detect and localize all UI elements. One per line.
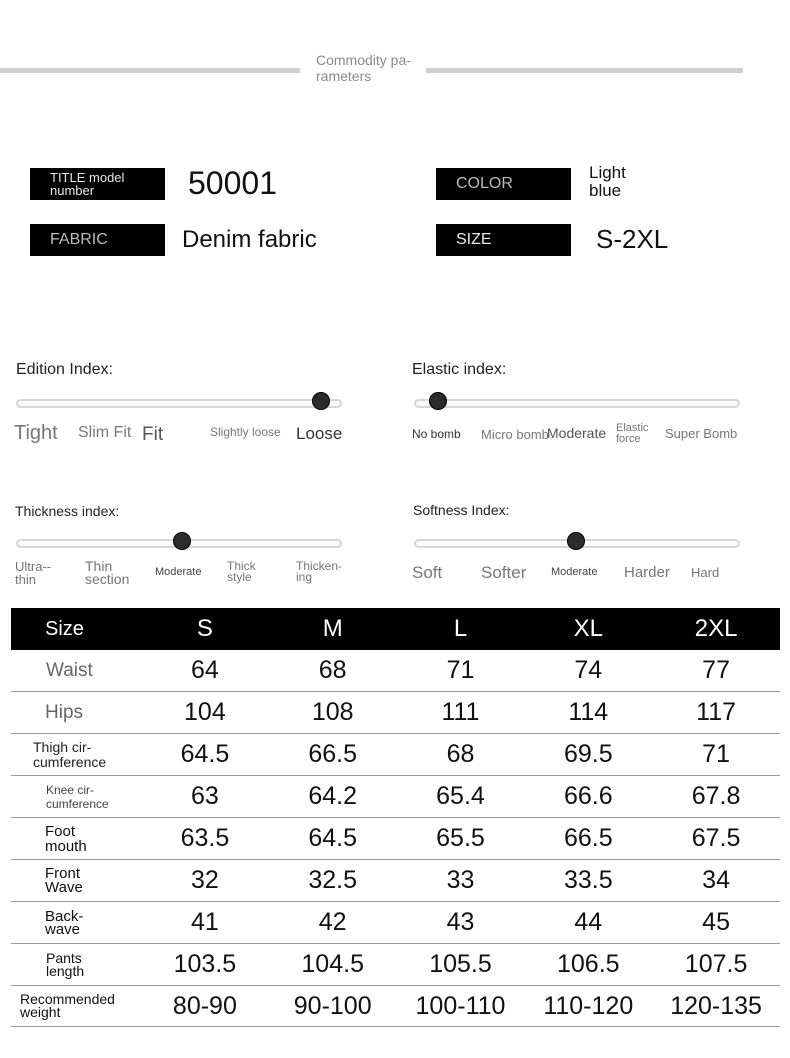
row-label: Knee cir- cumference <box>46 782 109 811</box>
row-value: 67.5 <box>691 824 741 852</box>
row-value: 117 <box>696 698 737 726</box>
row-value: 32.5 <box>308 866 358 894</box>
row-value: 77 <box>702 656 730 684</box>
title-model-label: TITLE model number <box>30 168 165 200</box>
size-table-body <box>11 650 780 1027</box>
row-value: 100-110 <box>415 991 506 1020</box>
row-value: 44 <box>574 908 603 936</box>
edition-tick-fit: Fit <box>142 424 164 445</box>
softness-tick-hard: Hard <box>691 565 720 580</box>
edition-index-title: Edition Index: <box>16 361 113 378</box>
elastic-tick-no-bomb: No bomb <box>412 427 461 441</box>
softness-tick-moderate: Moderate <box>551 566 598 578</box>
elastic-tick-super-bomb: Super Bomb <box>665 426 738 441</box>
size-table <box>11 608 780 1027</box>
row-value: 104.5 <box>301 950 364 978</box>
row-value: 90-100 <box>293 991 372 1020</box>
row-label: Recommended weight <box>20 991 115 1020</box>
row-label: Hips <box>45 701 84 723</box>
softness-index-title: Softness Index: <box>413 502 510 518</box>
row-value: 63 <box>190 782 219 810</box>
thickness-index-title: Thickness index: <box>15 503 120 519</box>
thickness-index-knob <box>173 532 191 550</box>
thickness-tick-moderate: Moderate <box>155 566 202 578</box>
row-label: Thigh cir- cumference <box>33 738 107 770</box>
edition-index-track <box>16 399 342 408</box>
row-value: 104 <box>184 698 226 726</box>
row-value: 69.5 <box>563 740 613 768</box>
color-value: Light blue <box>589 163 626 200</box>
header-cell-s: S <box>196 615 213 642</box>
table-row <box>11 818 780 860</box>
softness-tick-softer: Softer <box>481 563 527 582</box>
row-value: 64.5 <box>308 824 358 852</box>
thickness-tick-thick-style: Thick style <box>227 559 256 584</box>
table-row <box>11 944 780 986</box>
edition-tick-tight: Tight <box>14 422 58 444</box>
table-row <box>11 776 780 818</box>
row-value: 103.5 <box>173 950 237 978</box>
header-line-right <box>426 68 743 73</box>
row-value: 67.8 <box>691 782 741 810</box>
edition-tick-slim-fit: Slim Fit <box>78 424 132 441</box>
table-row <box>11 692 780 734</box>
color-label: COLOR <box>436 168 571 200</box>
row-value: 80-90 <box>172 991 237 1020</box>
thickness-tick-ultra-thin: Ultra--thin <box>15 559 52 587</box>
row-value: 68 <box>446 740 475 768</box>
row-value: 111 <box>441 698 480 726</box>
table-row <box>11 986 780 1027</box>
table-row <box>11 860 780 902</box>
elastic-tick-micro-bomb: Micro bomb <box>481 427 549 442</box>
size-value: S-2XL <box>596 224 669 254</box>
section-title: Commodity pa- rameters <box>316 52 411 84</box>
softness-tick-harder: Harder <box>624 564 670 581</box>
row-value: 64 <box>190 656 219 684</box>
table-row <box>11 902 780 944</box>
row-value: 32 <box>190 866 219 894</box>
row-value: 34 <box>702 866 730 894</box>
thickness-tick-thin-section: Thin section <box>85 558 130 587</box>
header-cell-xl: XL <box>573 615 603 642</box>
elastic-index-track <box>414 399 740 408</box>
header-line-left <box>0 68 300 73</box>
header-cell-2xl: 2XL <box>694 615 738 642</box>
row-value: 33.5 <box>563 866 613 894</box>
header-cell-size: Size <box>45 617 84 640</box>
row-value: 65.5 <box>436 824 485 852</box>
fabric-label: FABRIC <box>30 224 165 256</box>
elastic-index-knob <box>429 392 447 410</box>
row-value: 45 <box>702 908 730 936</box>
elastic-tick-elastic-force: Elastic force <box>616 422 649 445</box>
row-value: 68 <box>318 656 347 684</box>
row-value: 108 <box>311 698 354 726</box>
row-label: Back- wave <box>45 907 84 938</box>
row-label: Front Wave <box>45 864 83 896</box>
row-value: 63.5 <box>180 824 230 852</box>
row-value: 106.5 <box>557 950 620 978</box>
elastic-tick-moderate: Moderate <box>547 425 607 441</box>
table-row <box>11 650 780 692</box>
row-value: 66.6 <box>563 782 613 810</box>
fabric-value: Denim fabric <box>182 226 317 253</box>
table-row <box>11 734 780 776</box>
row-value: 43 <box>446 908 475 936</box>
row-value: 74 <box>574 656 603 684</box>
row-label: Pants length <box>46 949 85 979</box>
row-value: 66.5 <box>563 824 613 852</box>
row-value: 110-120 <box>543 991 634 1020</box>
thickness-tick-thickening: Thicken-ing <box>296 559 343 584</box>
edition-tick-loose: Loose <box>296 424 343 443</box>
row-value: 120-135 <box>670 991 762 1020</box>
softness-tick-soft: Soft <box>412 563 443 582</box>
row-label: Waist <box>46 659 93 681</box>
size-label: SIZE <box>436 224 571 256</box>
row-value: 64.5 <box>180 740 230 768</box>
row-value: 71 <box>446 656 475 684</box>
row-value: 105.5 <box>429 950 492 978</box>
elastic-index-title: Elastic index: <box>412 361 507 378</box>
size-table-header <box>11 608 780 650</box>
edition-index-knob <box>312 392 330 410</box>
row-value: 66.5 <box>308 740 358 768</box>
row-value: 65.4 <box>436 782 485 810</box>
row-value: 64.2 <box>308 782 358 810</box>
row-value: 42 <box>318 908 347 936</box>
row-value: 114 <box>568 698 609 726</box>
row-value: 71 <box>702 740 730 768</box>
title-model-value: 50001 <box>188 165 277 201</box>
edition-tick-slightly-loose: Slightly loose <box>210 425 281 439</box>
row-value: 41 <box>190 908 219 936</box>
softness-index-knob <box>567 532 585 550</box>
row-value: 33 <box>446 866 475 894</box>
row-value: 107.5 <box>684 950 748 978</box>
header-cell-m: M <box>322 615 343 642</box>
row-label: Foot mouth <box>45 822 87 855</box>
header-cell-l: L <box>453 615 468 642</box>
